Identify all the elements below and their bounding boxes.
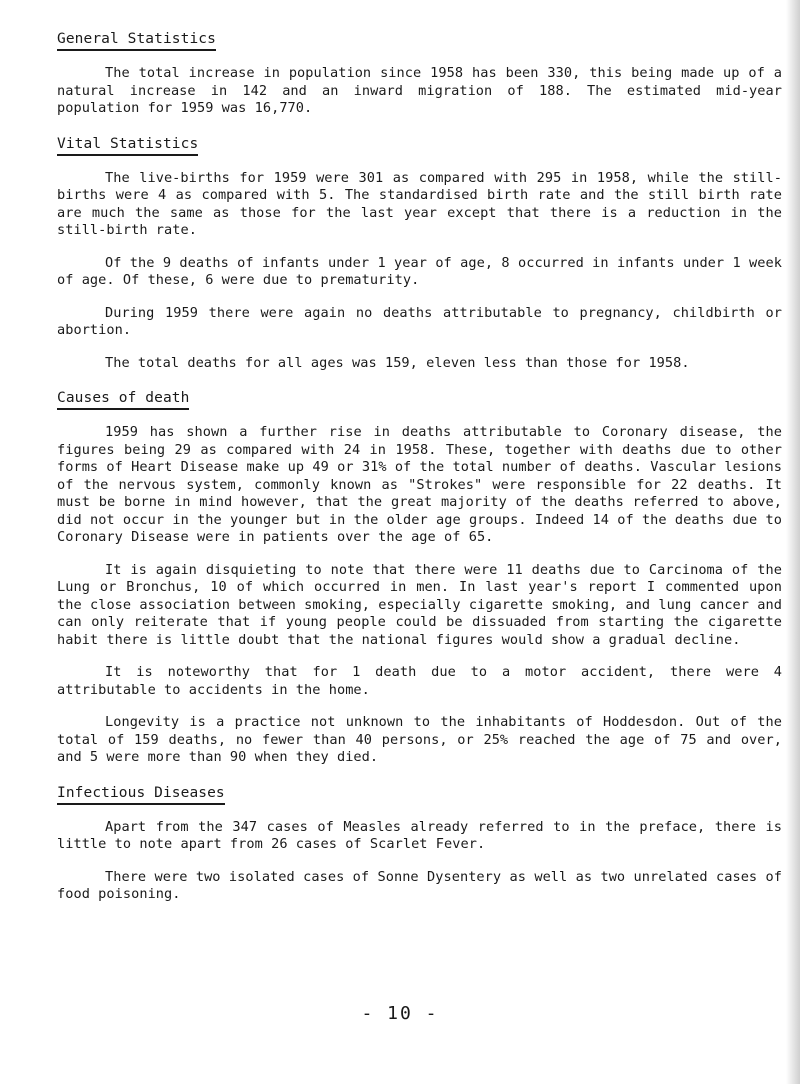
paragraph: The total increase in population since 1958 has been 330, this being made up of a natural increase in 142 and an inward migration of 188. The estimated mid-year population for 1959 was 16,770. bbox=[57, 65, 782, 116]
paragraph: Longevity is a practice not unknown to the inhabitants of Hoddesdon. Out of the total of 159 deaths, no fewer than 40 persons, or 25% reached the age of 75 and over, and 5 were more than 90 when they died. bbox=[57, 714, 782, 765]
paragraph: Apart from the 347 cases of Measles already referred to in the preface, there is little to note apart from 26 cases of Scarlet Fever. bbox=[57, 818, 782, 852]
paragraph: During 1959 there were again no deaths attributable to pregnancy, childbirth or abortion. bbox=[57, 304, 782, 338]
section-vital-statistics bbox=[57, 133, 782, 373]
document-body bbox=[57, 28, 782, 919]
section-heading: General Statistics bbox=[57, 30, 216, 51]
section-causes-of-death bbox=[57, 387, 782, 767]
paragraph: There were two isolated cases of Sonne Dysentery as well as two unrelated cases of food poisoning. bbox=[57, 868, 782, 902]
paragraph: It is again disquieting to note that there were 11 deaths due to Carcinoma of the Lung or Bronchus, 10 of which occurred in men. In last year's report I commented upon the close association between smoking, especially cigarette smoking, and lung cancer and can only reiterate that if young people could be dissuaded from starting the cigarette habit there is little doubt that the national figures would show a gradual decline. bbox=[57, 561, 782, 648]
section-infectious-diseases bbox=[57, 782, 782, 904]
paragraph: It is noteworthy that for 1 death due to a motor accident, there were 4 attributable to accidents in the home. bbox=[57, 664, 782, 698]
section-general-statistics bbox=[57, 28, 782, 118]
section-heading: Infectious Diseases bbox=[57, 784, 225, 805]
paragraph: Of the 9 deaths of infants under 1 year of age, 8 occurred in infants under 1 week of age. Of these, 6 were due to prematurity. bbox=[57, 254, 782, 288]
paragraph: 1959 has shown a further rise in deaths attributable to Coronary disease, the figures being 29 as compared with 24 in 1958. These, together with deaths due to other forms of Heart Disease make up 49 or 31% of the total number of deaths. Vascular lesions of the nervous system, commonly known as "Strokes" were responsible for 22 deaths. It must be borne in mind however, that the great majority of the deaths referred to above, did not occur in the younger but in the older age groups. Indeed 14 of the deaths due to Coronary Disease were in patients over the age of 65. bbox=[57, 424, 782, 545]
paragraph: The total deaths for all ages was 159, eleven less than those for 1958. bbox=[105, 354, 690, 371]
page-edge-shadow bbox=[786, 0, 800, 1084]
section-heading: Vital Statistics bbox=[57, 135, 198, 156]
page-number: - 10 - bbox=[361, 1003, 439, 1024]
section-heading: Causes of death bbox=[57, 389, 189, 410]
paragraph: The live-births for 1959 were 301 as compared with 295 in 1958, while the still-births were 4 as compared with 5. The standardised birth rate and the still birth rate are much the same as those for the last year except that there is a reduction in the still-birth rate. bbox=[57, 169, 782, 238]
